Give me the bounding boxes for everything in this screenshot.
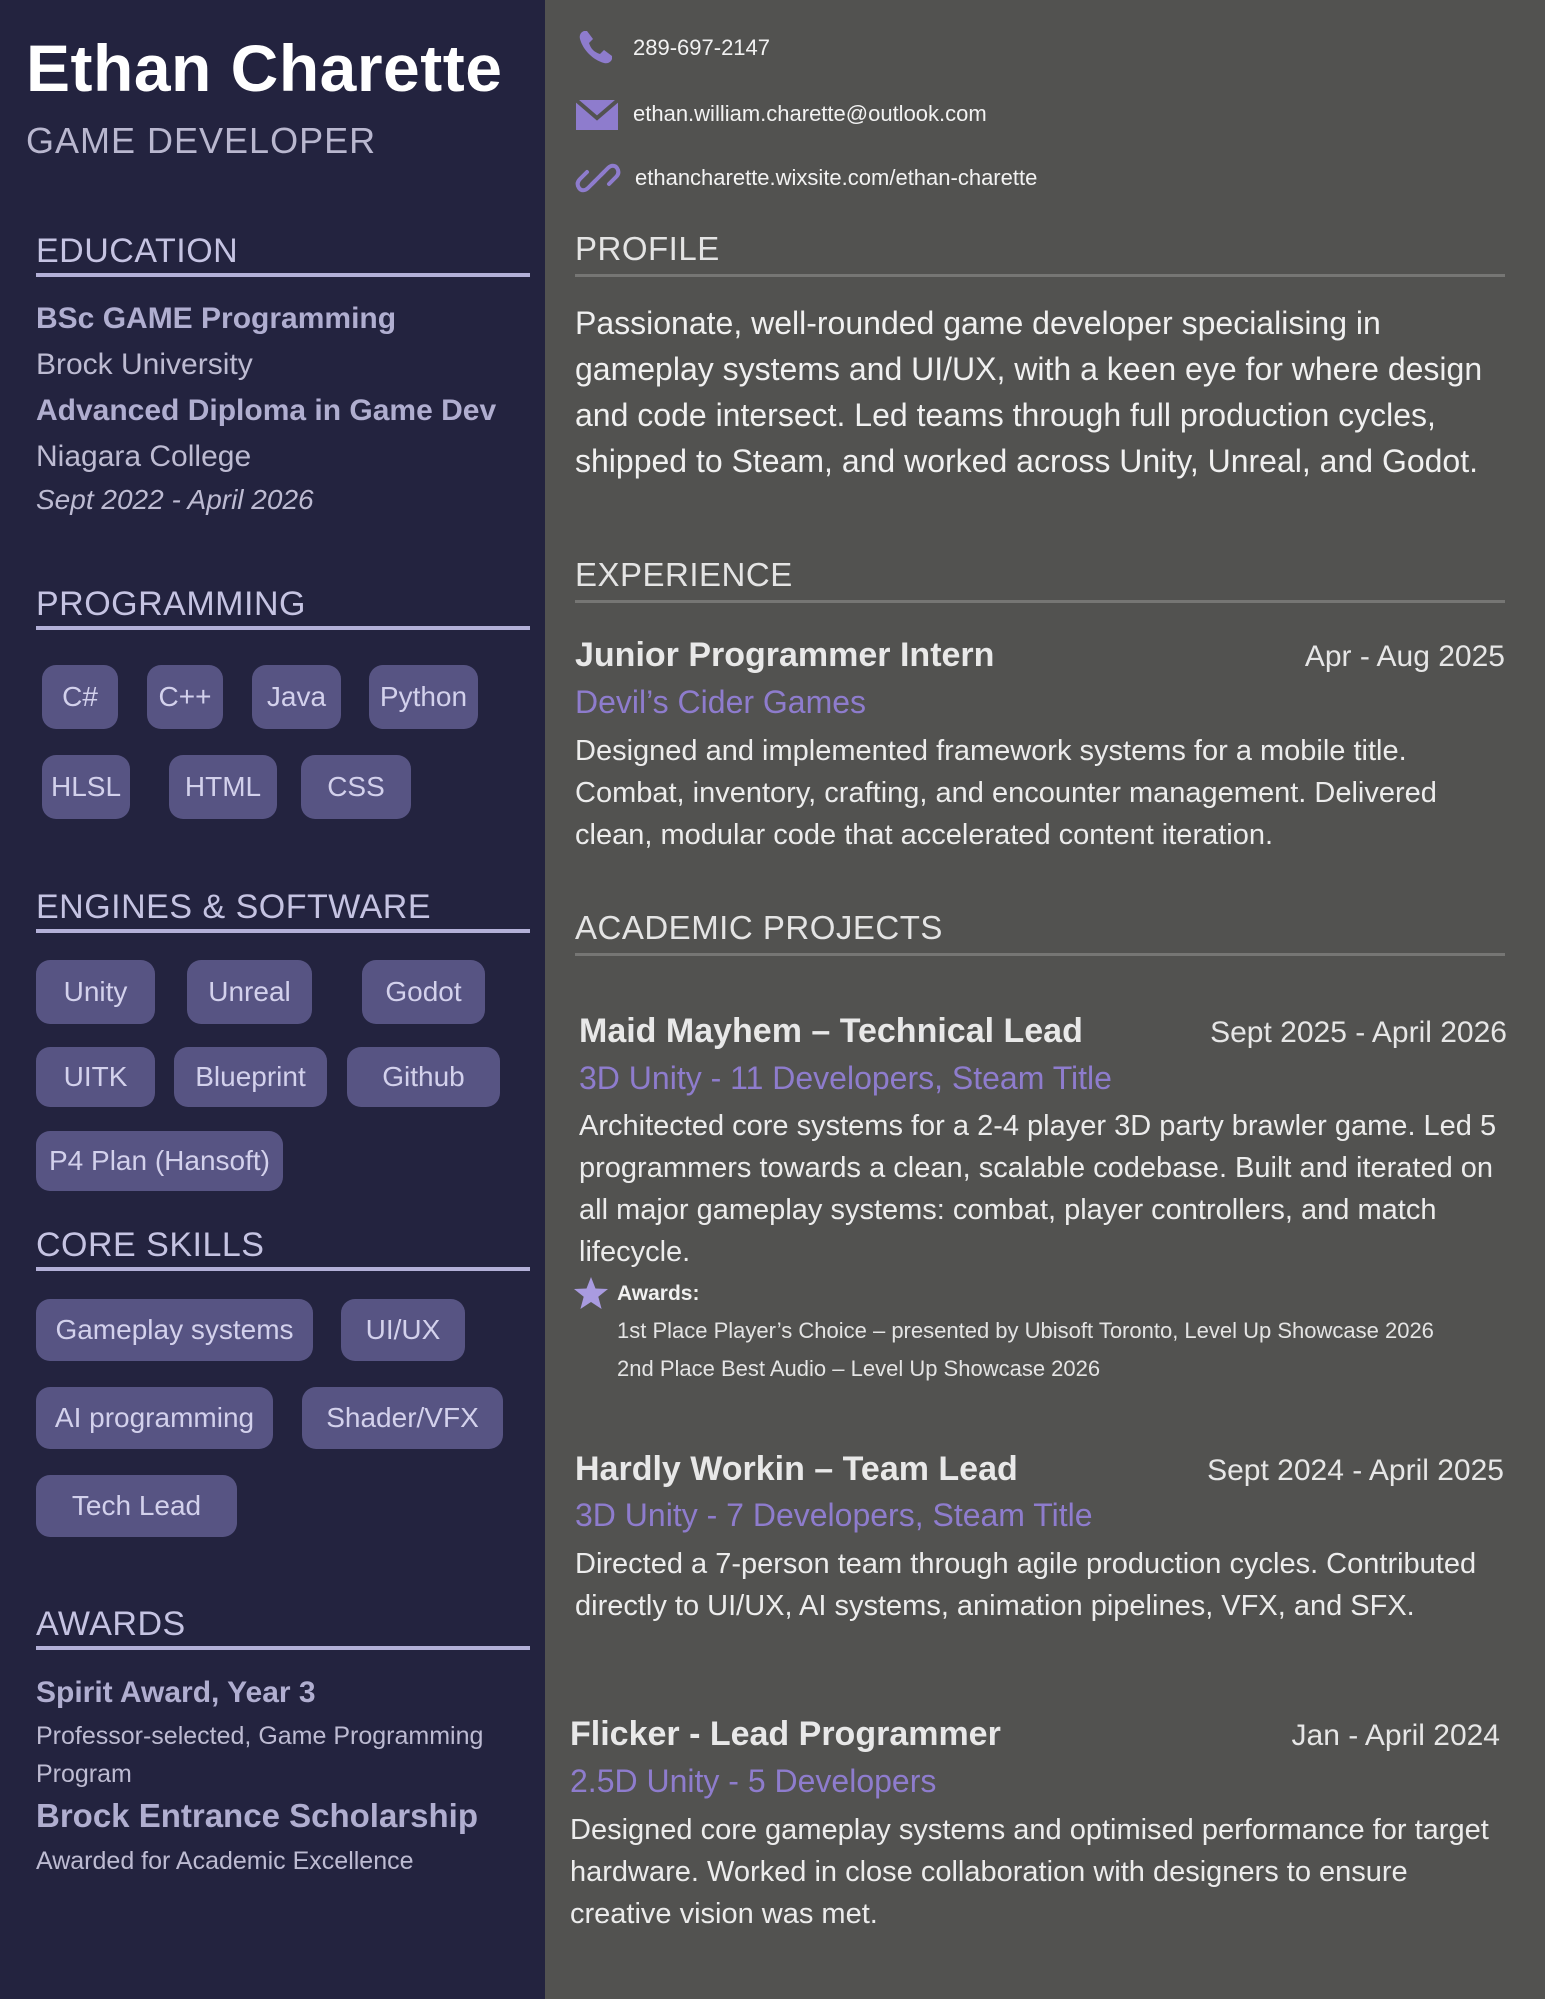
skill-chip: HTML — [169, 755, 277, 819]
core-skills-heading: CORE SKILLS — [36, 1226, 530, 1271]
contact-phone[interactable] — [575, 28, 770, 68]
skill-chip: Java — [252, 665, 341, 729]
skill-chip: CSS — [301, 755, 411, 819]
skill-chip: C# — [42, 665, 118, 729]
candidate-name: Ethan Charette — [26, 31, 503, 105]
project-description: Directed a 7-person team through agile production cycles. Contributed directly to UI/UX, AI systems, animation pipelines, VFX, and SFX. — [575, 1548, 1477, 1622]
mail-icon — [575, 96, 633, 132]
profile-summary: Passionate, well-rounded game developer specialising in gameplay systems and UI/UX, with a keen eye for where design and code intersect. Led teams through full production cycles, shipped to Steam, and worked across Unity, Unreal, and Godot. — [575, 305, 1483, 479]
project-dates: Jan - April 2024 — [1291, 1719, 1500, 1752]
project-award-line: 1st Place Player’s Choice – presented by Ubisoft Toronto, Level Up Showcase 2026 — [617, 1318, 1434, 1343]
core-skill-chip: Shader/VFX — [302, 1387, 503, 1449]
star-icon — [572, 1275, 610, 1313]
project-subtitle: 3D Unity - 11 Developers, Steam Title — [579, 1060, 1112, 1096]
education-school-2: Niagara College — [36, 440, 252, 473]
job-dates: Apr - Aug 2025 — [1304, 640, 1505, 673]
job-company: Devil’s Cider Games — [575, 684, 867, 720]
project-title: Maid Mayhem – Technical Lead — [579, 1012, 1083, 1050]
academic-projects-heading: ACADEMIC PROJECTS — [575, 909, 1505, 956]
project-title: Flicker - Lead Programmer — [570, 1715, 1001, 1753]
education-school-1: Brock University — [36, 348, 253, 381]
project-title: Hardly Workin – Team Lead — [575, 1450, 1018, 1488]
skill-chip: HLSL — [42, 755, 130, 819]
core-skill-chip: Tech Lead — [36, 1475, 237, 1537]
engine-chip: Unreal — [187, 960, 312, 1024]
core-skill-chip: Gameplay systems — [36, 1299, 313, 1361]
engines-heading: ENGINES & SOFTWARE — [36, 888, 530, 933]
project-dates: Sept 2025 - April 2026 — [1210, 1016, 1507, 1049]
awards-heading: AWARDS — [36, 1605, 530, 1650]
engine-chip: Unity — [36, 960, 155, 1024]
core-skill-chip: UI/UX — [341, 1299, 465, 1361]
phone-number[interactable]: 289-697-2147 — [633, 35, 771, 60]
award-description: Awarded for Academic Excellence — [36, 1847, 414, 1875]
link-icon — [575, 155, 635, 201]
project-description: Architected core systems for a 2-4 player 3D party brawler game. Led 5 programmers towards a clean, scalable codebase. Built and iterated on all major gameplay systems: combat, player controllers, and match lifecycle. — [579, 1110, 1497, 1268]
experience-heading: EXPERIENCE — [575, 556, 1505, 603]
award-title: Brock Entrance Scholarship — [36, 1797, 478, 1834]
award-title: Spirit Award, Year 3 — [36, 1676, 316, 1709]
engine-chip: Github — [347, 1047, 500, 1107]
skill-chip: Python — [369, 665, 478, 729]
phone-icon — [575, 28, 633, 68]
award-description: Professor-selected, Game Programming Program — [36, 1722, 484, 1788]
education-heading: EDUCATION — [36, 232, 530, 277]
engine-chip: UITK — [36, 1047, 155, 1107]
profile-heading: PROFILE — [575, 230, 1505, 277]
candidate-role: GAME DEVELOPER — [26, 120, 377, 161]
engine-chip: Godot — [362, 960, 485, 1024]
contact-email[interactable] — [575, 94, 987, 134]
contact-website[interactable] — [575, 158, 1037, 198]
programming-heading: PROGRAMMING — [36, 585, 530, 630]
job-title: Junior Programmer Intern — [575, 636, 995, 674]
website-link[interactable]: ethancharette.wixsite.com/ethan-charette — [635, 165, 1038, 190]
project-subtitle: 3D Unity - 7 Developers, Steam Title — [575, 1497, 1093, 1533]
project-awards-label: Awards: — [617, 1282, 700, 1305]
education-degree-2: Advanced Diploma in Game Dev — [36, 394, 497, 427]
email-address[interactable]: ethan.william.charette@outlook.com — [633, 101, 987, 126]
skill-chip: C++ — [147, 665, 223, 729]
project-description: Designed core gameplay systems and optimised performance for target hardware. Worked in close collaboration with designers to ensure creative vision was met. — [570, 1814, 1489, 1930]
core-skill-chip: AI programming — [36, 1387, 273, 1449]
project-dates: Sept 2024 - April 2025 — [1207, 1454, 1504, 1487]
engine-chip: P4 Plan (Hansoft) — [36, 1131, 283, 1191]
project-award-line: 2nd Place Best Audio – Level Up Showcase 2026 — [617, 1356, 1101, 1381]
job-description: Designed and implemented framework systems for a mobile title. Combat, inventory, crafting, and encounter management. Delivered clean, modular code that accelerated content iteration. — [575, 735, 1437, 851]
sidebar — [0, 0, 545, 1999]
engine-chip: Blueprint — [174, 1047, 327, 1107]
education-dates: Sept 2022 - April 2026 — [36, 484, 314, 515]
education-degree-1: BSc GAME Programming — [36, 302, 397, 335]
project-subtitle: 2.5D Unity - 5 Developers — [570, 1763, 937, 1799]
